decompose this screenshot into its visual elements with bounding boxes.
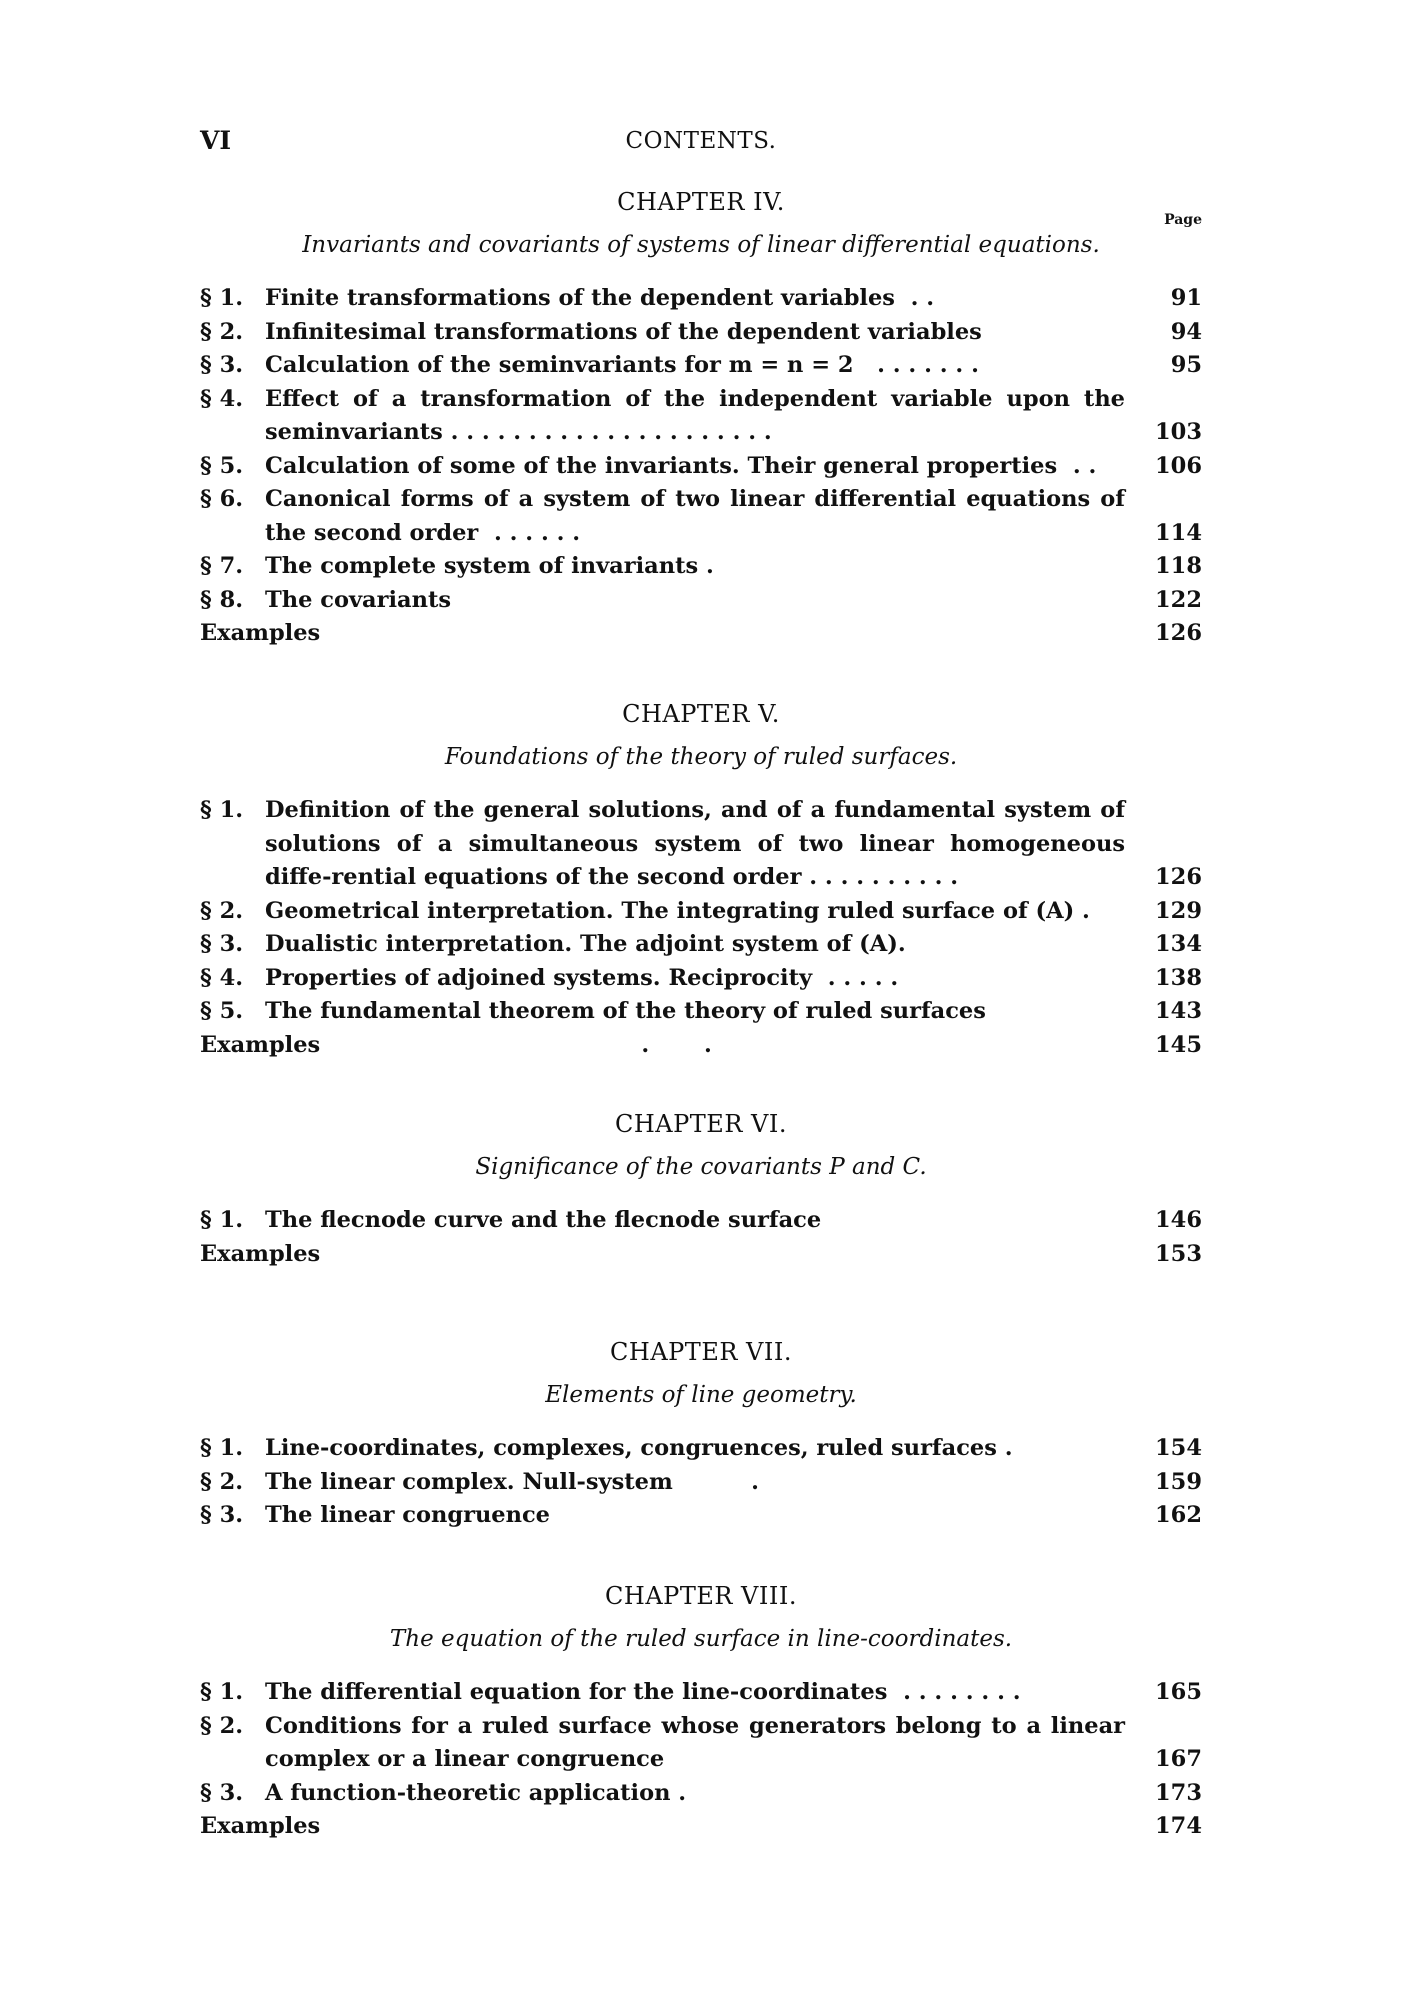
- page-number: 114: [1155, 519, 1202, 546]
- toc-entry: [200, 316, 1202, 350]
- entry-title: Infinitesimal transformations of the dependent variables: [265, 318, 982, 345]
- chapter-subtitle: Invariants and covariants of systems of linear differential equations.: [302, 232, 1100, 258]
- chapter-heading: CHAPTER VIII.: [605, 1582, 797, 1610]
- entry-title: Dualistic interpretation. The adjoint system of (A).: [265, 931, 906, 957]
- toc-entry: [200, 483, 1202, 550]
- chapter-section: [200, 1582, 1202, 1844]
- section-number: § 1.: [200, 1435, 244, 1461]
- entry-title: Conditions for a ruled surface whose generators belong to a linear complex or a linear congruence: [265, 1712, 1133, 1772]
- section-number: § 4.: [200, 385, 244, 412]
- page-number: 143: [1155, 998, 1202, 1024]
- page-number: 154: [1155, 1435, 1202, 1461]
- page-number: 146: [1155, 1207, 1202, 1233]
- toc-entry: [200, 1204, 1202, 1238]
- entry-title: Calculation of the seminvariants for m = n = 2 . . . . . . .: [265, 352, 979, 378]
- section-number: § 3.: [200, 931, 244, 957]
- section-number: § 6.: [200, 486, 244, 512]
- toc-entry: [200, 282, 1202, 316]
- section-number: § 8.: [200, 586, 244, 613]
- toc-entry: [200, 550, 1202, 584]
- page-number: 103: [1155, 419, 1202, 445]
- entry-title: A function-theoretic application .: [265, 1779, 687, 1806]
- chapter-section: [200, 1110, 1202, 1271]
- page-number: 167: [1155, 1746, 1202, 1772]
- entry-title: Examples: [200, 620, 321, 646]
- page-number: 122: [1155, 586, 1202, 613]
- section-number: § 2.: [200, 318, 244, 345]
- section-number: § 3.: [200, 1502, 244, 1528]
- toc-entry: [200, 1777, 1202, 1811]
- entry-title: The fundamental theorem of the theory of ruled surfaces: [265, 998, 986, 1024]
- page-number: 91: [1170, 285, 1202, 311]
- entry-list: [200, 1676, 1202, 1844]
- chapter-subtitle: Elements of line geometry.: [545, 1382, 857, 1408]
- toc-entry: [200, 1499, 1202, 1533]
- entry-title: Calculation of some of the invariants. Their general properties . .: [265, 452, 1097, 479]
- section-number: § 3.: [200, 352, 244, 378]
- page-number: 162: [1155, 1502, 1202, 1528]
- entry-list: [200, 794, 1202, 1062]
- section-number: § 3.: [200, 1779, 244, 1806]
- entry-title: The flecnode curve and the flecnode surface: [265, 1207, 822, 1233]
- entry-list: [200, 282, 1202, 651]
- toc-entry: [200, 794, 1202, 895]
- page-number: 118: [1155, 553, 1202, 579]
- page-number: 153: [1155, 1240, 1202, 1267]
- toc-entry: [200, 995, 1202, 1029]
- page-number: 173: [1155, 1779, 1202, 1806]
- page-number: 95: [1170, 352, 1202, 378]
- toc-entry: [200, 1466, 1202, 1500]
- page-number: 145: [1155, 1031, 1202, 1058]
- toc-entry: [200, 1238, 1202, 1272]
- page-number: 138: [1155, 964, 1202, 991]
- page-header: [200, 126, 1202, 166]
- entry-title: Definition of the general solutions, and of a fundamental system of solutions of a simultaneous system of two linear homogeneous diffe-rential equations of the second order . . . . . . . . . .: [265, 797, 1133, 890]
- page-number: 134: [1155, 931, 1202, 957]
- chapter-heading: CHAPTER IV.: [617, 188, 785, 216]
- section-number: § 1.: [200, 1207, 244, 1233]
- section-number: § 5.: [200, 452, 244, 479]
- section-number: § 1.: [200, 797, 244, 823]
- toc-entry: [200, 1810, 1202, 1844]
- entry-title: Line-coordinates, complexes, congruences, ruled surfaces .: [265, 1435, 1013, 1461]
- section-number: § 2.: [200, 897, 244, 924]
- page-number: 94: [1170, 318, 1202, 345]
- section-number: § 1.: [200, 1679, 244, 1705]
- chapter-heading: CHAPTER VI.: [615, 1110, 787, 1138]
- toc-entry: [200, 1710, 1202, 1777]
- entry-title: The complete system of invariants .: [265, 553, 714, 579]
- page-number: 106: [1155, 452, 1202, 479]
- toc-entry: [200, 1029, 1202, 1063]
- toc-entry: [200, 584, 1202, 618]
- toc-entry: [200, 928, 1202, 962]
- chapter-section: [200, 1338, 1202, 1533]
- entry-list: [200, 1204, 1202, 1271]
- chapter-subtitle: The equation of the ruled surface in line-coordinates.: [389, 1626, 1013, 1652]
- toc-entry: [200, 1676, 1202, 1710]
- page-number: 126: [1155, 864, 1202, 890]
- page-number: 165: [1155, 1679, 1202, 1705]
- page-column-label: Page: [1164, 212, 1202, 228]
- toc-entry: [200, 895, 1202, 929]
- section-number: § 2.: [200, 1468, 244, 1495]
- section-number: § 1.: [200, 285, 244, 311]
- chapter-section: [200, 700, 1202, 1062]
- chapter-subtitle: Foundations of the theory of ruled surfaces.: [444, 744, 958, 770]
- toc-entry: [200, 349, 1202, 383]
- toc-entry: [200, 1432, 1202, 1466]
- page-number: 159: [1155, 1468, 1202, 1495]
- page-number: 129: [1155, 897, 1202, 924]
- entry-title: Canonical forms of a system of two linear differential equations of the second order . . . . . .: [265, 486, 1133, 546]
- toc-entry: [200, 383, 1202, 450]
- toc-entry: [200, 962, 1202, 996]
- entry-title: Effect of a transformation of the independent variable upon the seminvariants . . . . . . . . . . . . . . . . . . . . .: [265, 385, 1133, 445]
- entry-title: Properties of adjoined systems. Reciprocity . . . . .: [265, 964, 899, 991]
- entry-title: The covariants: [265, 586, 452, 613]
- section-number: § 2.: [200, 1712, 244, 1739]
- toc-entry: [200, 617, 1202, 651]
- entry-list: [200, 1432, 1202, 1533]
- chapter-section: [200, 188, 1202, 651]
- page-number: 126: [1155, 620, 1202, 646]
- entry-title: Geometrical interpretation. The integrating ruled surface of (A) .: [265, 897, 1090, 924]
- page-numeral: VI: [200, 126, 232, 155]
- running-head: CONTENTS.: [625, 128, 777, 154]
- entry-title: Examples: [200, 1813, 321, 1839]
- section-number: § 4.: [200, 964, 244, 991]
- toc-entry: [200, 450, 1202, 484]
- entry-title: The linear complex. Null-system .: [265, 1468, 759, 1495]
- chapter-heading: CHAPTER V.: [622, 700, 780, 728]
- entry-title: Examples . .: [200, 1031, 712, 1058]
- entry-title: The differential equation for the line-coordinates . . . . . . . .: [265, 1679, 1021, 1705]
- chapter-heading: CHAPTER VII.: [610, 1338, 792, 1366]
- chapter-subtitle: Significance of the covariants P and C.: [475, 1154, 927, 1180]
- section-number: § 5.: [200, 998, 244, 1024]
- entry-title: Examples: [200, 1240, 321, 1267]
- entry-title: The linear congruence: [265, 1502, 550, 1528]
- section-number: § 7.: [200, 553, 244, 579]
- page-number: 174: [1155, 1813, 1202, 1839]
- entry-title: Finite transformations of the dependent variables . .: [265, 285, 935, 311]
